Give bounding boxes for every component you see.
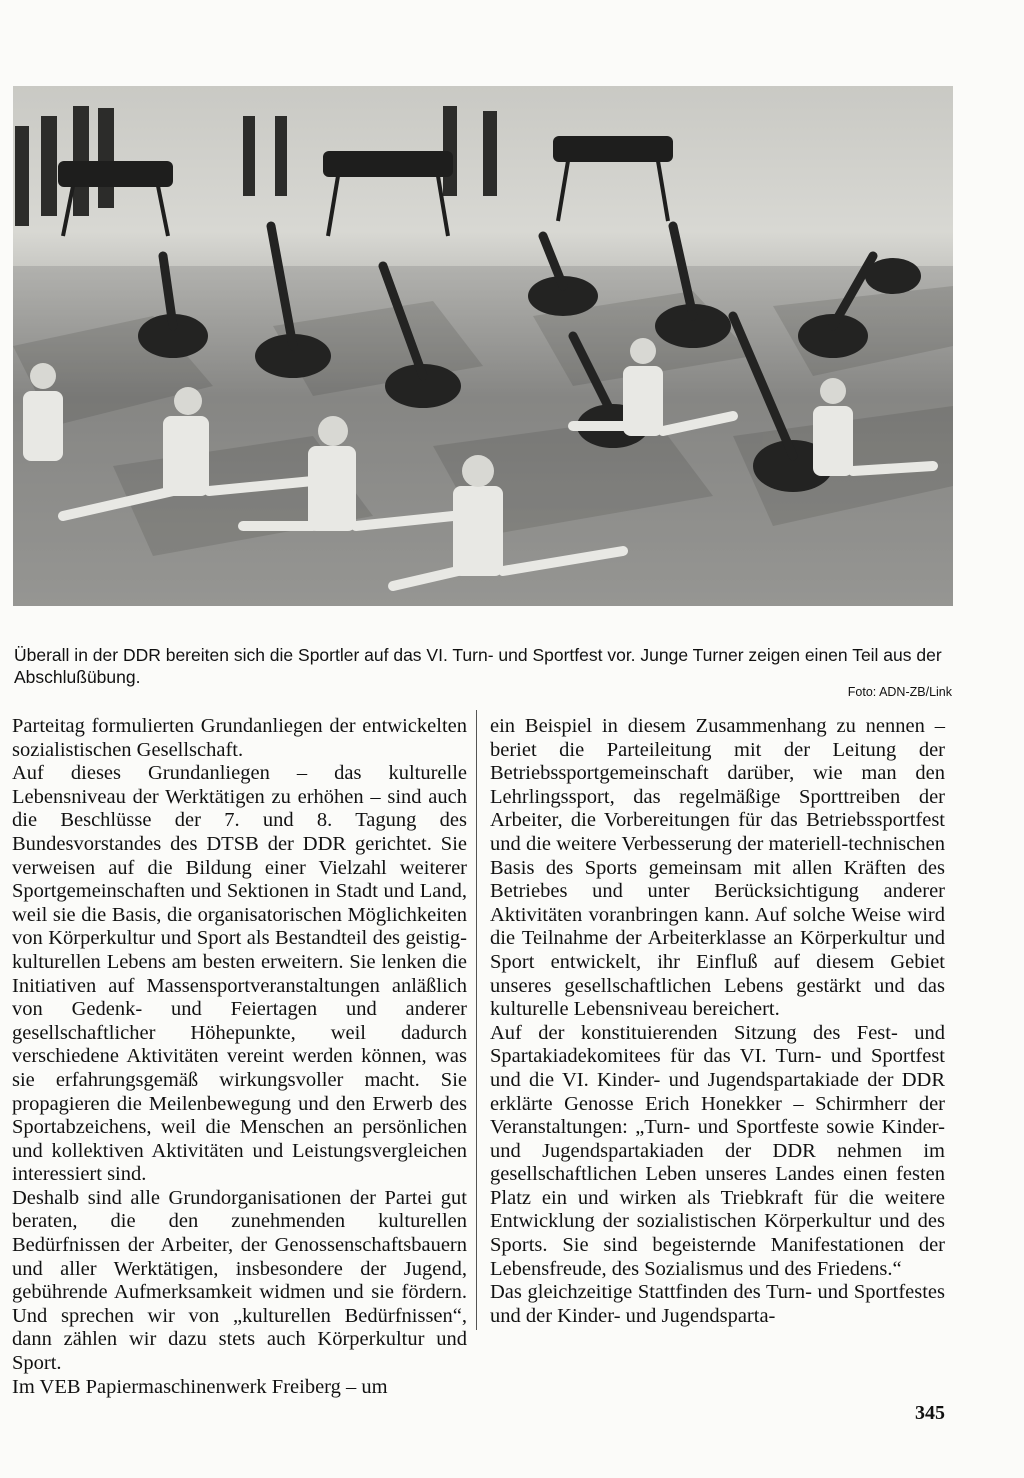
paragraph: Parteitag formulierten Grundanliegen der entwickelten sozialistischen Gesellschaft.: [12, 715, 467, 761]
gymnastics-photo: [13, 86, 953, 606]
column-divider: [476, 710, 477, 1330]
page-number: 345: [915, 1402, 945, 1424]
photo-credit: Foto: ADN-ZB/Link: [847, 685, 952, 699]
text-column-right: [490, 715, 945, 1328]
text-column-left: [12, 715, 467, 1399]
paragraph: Auf der konstituierenden Sitzung des Fest- und Spartakiadekomitees für das VI. Turn- und Sportfest und die VI. Kinder- und Jugendspartakiade der DDR erklärte Genosse Erich Honekker – Schirmherr der Veranstaltungen: „Turn- und Sportfeste sowie Kinder- und Jugendspartakiaden der DDR nehmen im gesellschaftlichen Leben unseres Landes einen festen Platz ein und wirken als Triebkraft für die weitere Entwicklung der sozialistischen Körperkultur und des Sports. Sie sind begeisternde Manifestationen der Lebensfreude, des Sozialismus und des Friedens.“: [490, 1021, 945, 1280]
gymnastics-photo-icon: [13, 86, 953, 606]
paragraph: Das gleichzeitige Stattfinden des Turn- und Sportfestes und der Kinder- und Jugendsparta-: [490, 1281, 945, 1327]
paragraph: Auf dieses Grundanliegen – das kulturelle Lebensniveau der Werktätigen zu erhöhen – sind auch die Beschlüsse der 7. und 8. Tagung des Bundesvorstandes des DTSB der DDR gerichtet. Sie verweisen auf die Bildung einer Vielzahl weiterer Sportgemeinschaften und Sektionen in Stadt und Land, weil sie die Basis, die organisatorischen Möglichkeiten von Körperkultur und Sport als Bestandteil des geistig-kulturellen Lebens am besten erweitern. Sie lenken die Initiativen auf Massensportveranstaltungen anläßlich von Gedenk- und Feiertagen und anderer gesellschaftlicher Höhepunkte, weil dadurch verschiedene Aktivitäten vereint werden können, was sie erfahrungsgemäß wirkungsvoller macht. Sie propagieren die Meilenbewegung und den Erwerb des Sportabzeichens, weil die Menschen an persönlichen und kollektiven Aktivitäten und Leistungsvergleichen interessiert sind.: [12, 762, 467, 1186]
paragraph: ein Beispiel in diesem Zusammenhang zu nennen – beriet die Parteileitung mit der Leitung der Betriebssportgemeinschaft darüber, wie man den Lehrlingssport, das regelmäßige Sporttreiben der Arbeiter, die Vorbereitungen für das Betriebssportfest und die weitere Verbesserung der materiell-technischen Basis des Sports gemeinsam mit allen Kräften des Betriebes und unter Berücksichtigung anderer Aktivitäten voranbringen kann. Auf solche Weise wird die Teilnahme der Arbeiterklasse an Körperkultur und Sport entwickelt, ihr Einfluß auf diesem Gebiet unseres gesellschaftlichen Lebens gestärkt und das kulturelle Lebensniveau bereichert.: [490, 715, 945, 1021]
photo-caption: Überall in der DDR bereiten sich die Sportler auf das VI. Turn- und Sportfest vor. Junge Turner zeigen einen Teil aus der Abschlußübung.: [14, 645, 942, 687]
paragraph: Deshalb sind alle Grundorganisationen der Partei gut beraten, die den zunehmenden kulturellen Bedürfnissen der Arbeiter, der Genossenschaftsbauern und aller Werktätigen, insbesondere der Jugend, gebührende Aufmerksamkeit widmen und sie fördern. Und sprechen wir von „kulturellen Bedürfnissen“, dann zählen wir dazu stets auch Körperkultur und Sport.: [12, 1186, 467, 1375]
paragraph: Im VEB Papiermaschinenwerk Freiberg – um: [12, 1375, 388, 1398]
